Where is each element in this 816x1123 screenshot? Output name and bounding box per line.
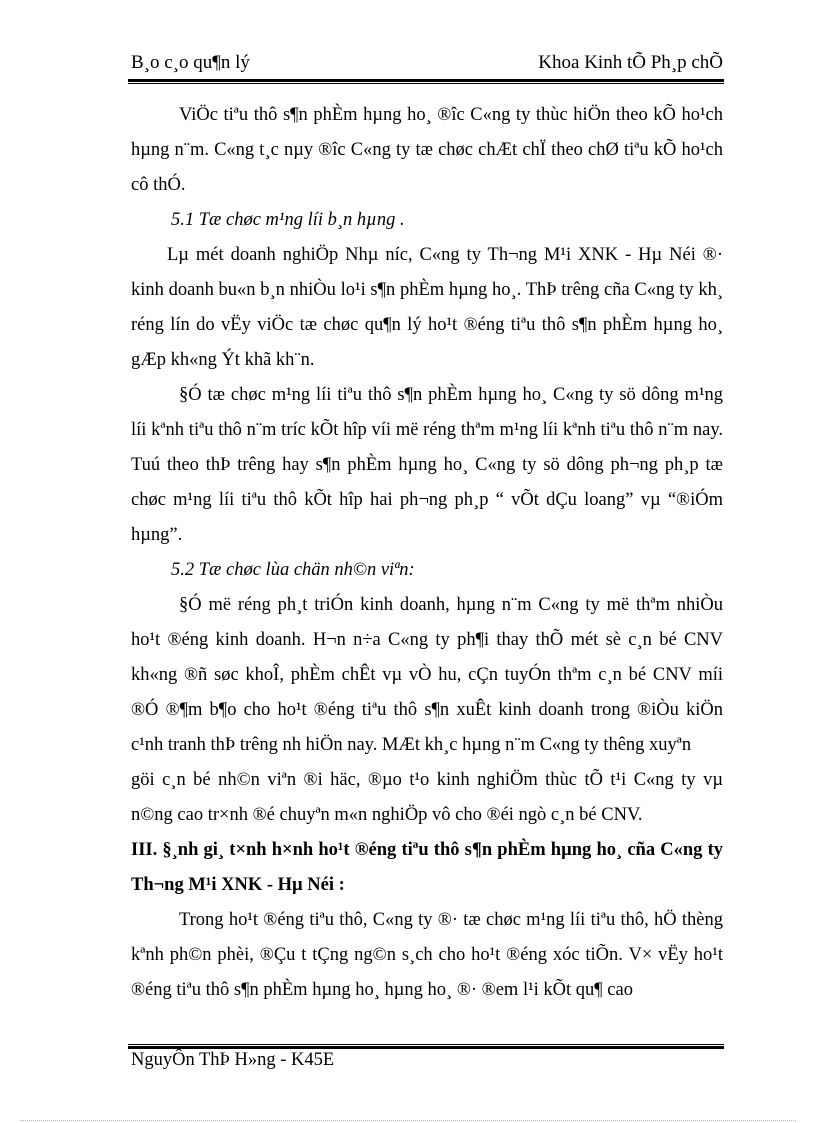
page-bottom-divider	[20, 1120, 796, 1121]
heading-section-iii: III. §¸nh gi¸ t×nh h×nh ho¹t ®éng tiªu thô s¶n phÈm hµng ho¸ cña C«ng ty Th¬ng M¹i XNK - Hµ Néi :	[131, 840, 723, 895]
header-rule	[128, 79, 724, 84]
paragraph-sales-network: §Ó tæ chøc m¹ng líi tiªu thô s¶n phÈm hµng ho¸ C«ng ty sö dông m¹ng líi kªnh tiªu thô n¨m tríc kÕt hîp víi më réng thªm m¹ng líi kªnh tiªu thô n¨m nay. Tuú theo thÞ trêng hay s¶n phÈm hµng ho¸ C«ng ty sö dông ph¬ng ph¸p tæ chøc m¹ng líi tiªu thô kÕt hîp hai ph¬ng ph¸p “ vÕt dÇu loang” vµ “®iÓm hµng”.	[131, 385, 723, 545]
header-right-title: Khoa Kinh tÕ Ph¸p chÕ	[538, 52, 723, 73]
header-left-title: B¸o c¸o qu¶n lý	[131, 52, 250, 73]
paragraph-staff-training: göi c¸n bé nh©n viªn ®i häc, ®µo t¹o kinh nghiÖm thùc tÕ t¹i C«ng ty vµ n©ng cao tr×nh ®é chuyªn m«n nghiÖp vô cho ®éi ngò c¸n bé CNV.	[131, 770, 723, 825]
footer-author: NguyÔn ThÞ H»ng - K45E	[131, 1050, 335, 1070]
document-body	[131, 98, 723, 1008]
page-header	[131, 52, 723, 80]
page-footer	[131, 1050, 334, 1071]
paragraph-sales-plan: ViÖc tiªu thô s¶n phÈm hµng ho¸ ®îc C«ng ty thùc hiÖn theo kÕ ho¹ch hµng n¨m. C«ng t¸c nµy ®îc C«ng ty tæ chøc chÆt chÏ theo chØ tiªu kÕ ho¹ch cô thÓ.	[131, 105, 723, 195]
paragraph-sales-activity: Trong ho¹t ®éng tiªu thô, C«ng ty ®· tæ chøc m¹ng líi tiªu thô, hÖ thèng kªnh ph©n phèi, ®Çu t tÇng ng©n s¸ch cho ho¹t ®éng xóc tiÕn. V× vËy ho¹t ®éng tiªu thô s¶n phÈm hµng ho¸ hµng ho¸ ®· ®em l¹i kÕt qu¶ cao	[131, 910, 723, 1000]
footer-rule	[128, 1044, 724, 1049]
paragraph-company-intro: Lµ mét doanh nghiÖp Nhµ níc, C«ng ty Th¬ng M¹i XNK - Hµ Néi ®· kinh doanh bu«n b¸n nhiÒu lo¹i s¶n phÈm hµng ho¸. ThÞ trêng cña C«ng ty kh¸ réng lín do vËy viÖc tæ chøc qu¶n lý ho¹t ®éng tiªu thô s¶n phÈm hµng ho¸ gÆp kh«ng Ýt khã kh¨n.	[131, 245, 723, 370]
heading-5-1: 5.1 Tæ chøc m¹ng líi b¸n hµng .	[171, 210, 405, 230]
paragraph-staff-selection: §Ó më réng ph¸t triÓn kinh doanh, hµng n¨m C«ng ty më thªm nhiÒu ho¹t ®éng kinh doanh. H¬n n÷a C«ng ty ph¶i thay thÕ mét sè c¸n bé CNV kh«ng ®ñ søc khoÎ, phÈm chÊt vµ vÒ hu, cÇn tuyÓn thªm c¸n bé CNV míi ®Ó ®¶m b¶o cho ho¹t ®éng tiªu thô s¶n xuÊt kinh doanh trong ®iÒu kiÖn c¹nh tranh thÞ trêng nh hiÖn nay. MÆt kh¸c hµng n¨m C«ng ty thêng xuyªn	[131, 595, 723, 755]
heading-5-2: 5.2 Tæ chøc lùa chän nh©n viªn:	[171, 560, 415, 580]
